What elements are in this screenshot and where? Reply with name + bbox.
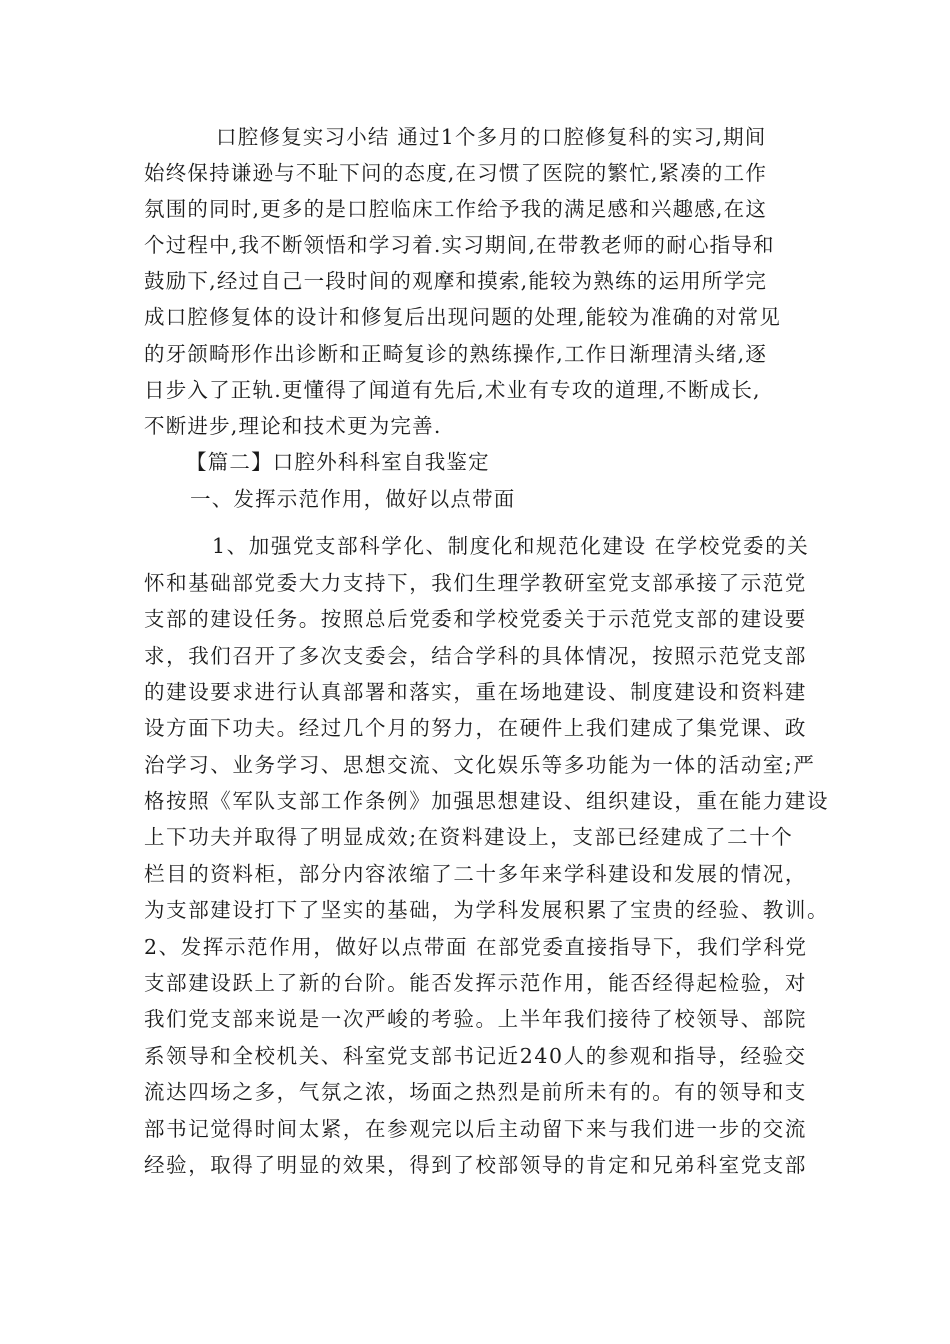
text-line: 成口腔修复体的设计和修复后出现问题的处理,能较为准确的对常见 — [144, 305, 782, 329]
text-line: 始终保持谦逊与不耻下问的态度,在习惯了医院的繁忙,紧凑的工作 — [144, 161, 768, 185]
text-line: 我们党支部来说是一次严峻的考验。上半年我们接待了校领导、部院 — [144, 1007, 807, 1031]
text-line: 不断进步,理论和技术更为完善. — [144, 414, 442, 438]
text-line: 格按照《军队支部工作条例》加强思想建设、组织建设，重在能力建设 — [144, 789, 830, 813]
text-line: 氛围的同时,更多的是口腔临床工作给予我的满足感和兴趣感,在这 — [144, 197, 768, 221]
text-line: 求，我们召开了多次支委会，结合学科的具体情况，按照示范党支部 — [144, 644, 807, 668]
text-line: 1、加强党支部科学化、制度化和规范化建设 在学校党委的关 — [212, 534, 810, 558]
text-line: 怀和基础部党委大力支持下，我们生理学教研室党支部承接了示范党 — [144, 571, 807, 595]
text-line: 的牙颌畸形作出诊断和正畸复诊的熟练操作,工作日渐理清头绪,逐 — [144, 342, 768, 366]
text-line: 经验，取得了明显的效果，得到了校部领导的肯定和兄弟科室党支部 — [144, 1153, 807, 1177]
text-line: 系领导和全校机关、科室党支部书记近240人的参观和指导，经验交 — [144, 1044, 807, 1068]
text-line: 个过程中,我不断领悟和学习着.实习期间,在带教老师的耐心指导和 — [144, 233, 775, 257]
text-line: 设方面下功夫。经过几个月的努力，在硬件上我们建成了集党课、政 — [144, 716, 807, 740]
text-line: 流达四场之多，气氛之浓，场面之热烈是前所未有的。有的领导和支 — [144, 1080, 807, 1104]
text-line: 的建设要求进行认真部署和落实，重在场地建设、制度建设和资料建 — [144, 680, 807, 704]
text-line: 治学习、业务学习、思想交流、文化娱乐等多功能为一体的活动室;严 — [144, 753, 816, 777]
section-heading: 【篇二】口腔外科科室自我鉴定 — [186, 450, 490, 474]
text-line: 为支部建设打下了坚实的基础，为学科发展积累了宝贵的经验、教训。 — [144, 898, 830, 922]
text-line: 上下功夫并取得了明显成效;在资料建设上，支部已经建成了二十个 — [144, 825, 794, 849]
text-line: 支部建设跃上了新的台阶。能否发挥示范作用，能否经得起检验，对 — [144, 971, 807, 995]
text-line: 鼓励下,经过自己一段时间的观摩和摸索,能较为熟练的运用所学完 — [144, 269, 768, 293]
text-line: 口腔修复实习小结 通过1个多月的口腔修复科的实习,期间 — [216, 125, 767, 149]
subsection-heading: 一、发挥示范作用，做好以点带面 — [190, 487, 516, 511]
text-line: 日步入了正轨.更懂得了闻道有先后,术业有专攻的道理,不断成长, — [144, 378, 761, 402]
text-line: 2、发挥示范作用，做好以点带面 在部党委直接指导下，我们学科党 — [144, 935, 808, 959]
text-line: 部书记觉得时间太紧，在参观完以后主动留下来与我们进一步的交流 — [144, 1117, 807, 1141]
text-line: 栏目的资料柜，部分内容浓缩了二十多年来学科建设和发展的情况， — [144, 862, 807, 886]
text-line: 支部的建设任务。按照总后党委和学校党委关于示范党支部的建设要 — [144, 607, 807, 631]
